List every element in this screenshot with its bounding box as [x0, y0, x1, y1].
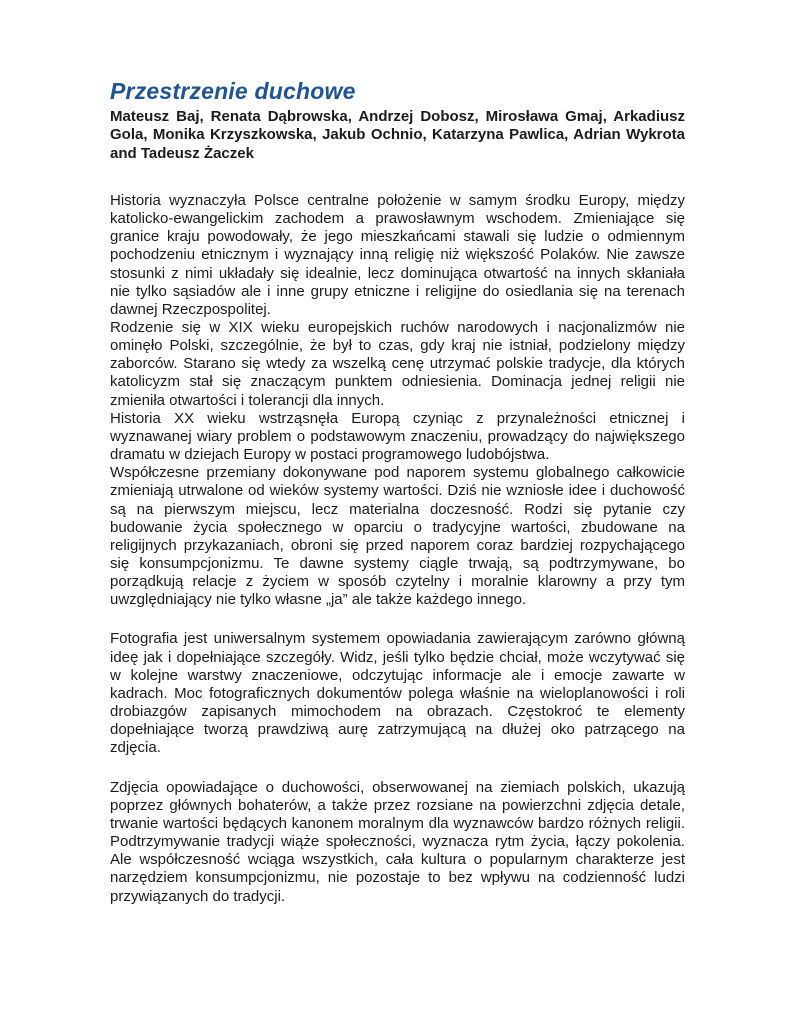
- page-title: Przestrzenie duchowe: [110, 78, 356, 104]
- paragraph-3: Historia XX wieku wstrząsnęła Europą czyniąc z przynależności etnicznej i wyznawanej wiary problem o podstawowym znaczeniu, prowadzący do największego dramatu w dziejach Europy w postaci programowego ludobójstwa.: [110, 409, 685, 464]
- paragraph-6: Zdjęcia opowiadające o duchowości, obserwowanej na ziemiach polskich, ukazują poprzez głównych bohaterów, a także przez rozsiane na powierzchni zdjęcia detale, trwanie wartości będących kanonem moralnym dla wyznawców bardzo różnych religii. Podtrzymywanie tradycji wiąże społeczności, wyznacza rytm życia, łączy pokolenia. Ale współczesność wciąga wszystkich, cała kultura o popularnym charakterze jest narzędziem konsumpcjonizmu, nie pozostaje to bez wpływu na codzienność ludzi przywiązanych do tradycji.: [110, 778, 685, 905]
- paragraph-4: Współczesne przemiany dokonywane pod naporem systemu globalnego całkowicie zmieniają utrwalone od wieków systemy wartości. Dziś nie wzniosłe idee i duchowość są na pierwszym miejscu, lecz materialna doczesność. Rodzi się pytanie czy budowanie życia społecznego w oparciu o tradycyjne wartości, zbudowane na religijnych przykazaniach, obroni się przed naporem coraz bardziej rozpychającego się konsumpcjonizmu. Te dawne systemy ciągle trwają, są podtrzymywane, bo porządkują relacje z życiem w sposób czytelny i moralnie klarowny a przy tym uwzględniający nie tylko własne „ja” ale także każdego innego.: [110, 464, 685, 609]
- document-body: [110, 192, 685, 906]
- paragraph-2: Rodzenie się w XIX wieku europejskich ruchów narodowych i nacjonalizmów nie ominęło Polski, szczególnie, że był to czas, gdy kraj nie istniał, podzielony między zaborców. Starano się wtedy za wszelką cenę utrzymać polskie tradycje, dla których katolicyzm stał się znaczącym punktem odniesienia. Dominacja jednej religii nie zmieniła otwartości i tolerancji dla innych.: [110, 318, 685, 409]
- authors-line: Mateusz Baj, Renata Dąbrowska, Andrzej Dobosz, Mirosława Gmaj, Arkadiusz Gola, Monika Krzyszkowska, Jakub Ochnio, Katarzyna Pawlica, Adrian Wykrota and Tadeusz Żaczek: [110, 108, 685, 162]
- paragraph-5: Fotografia jest uniwersalnym systemem opowiadania zawierającym zarówno główną ideę jak i dopełniające szczegóły. Widz, jeśli tylko będzie chciał, może wczytywać się w kolejne warstwy znaczeniowe, odczytując informacje ale i emocje zawarte w kadrach. Moc fotograficznych dokumentów polega właśnie na wieloplanowości i roli drobiazgów zapisanych mimochodem na obrazach. Częstokroć te elementy dopełniające tworzą prawdziwą aurę zatrzymującą na dłużej oko patrzącego na zdjęcia.: [110, 630, 685, 757]
- paragraph-1: Historia wyznaczyła Polsce centralne położenie w samym środku Europy, między katolicko-ewangelickim zachodem a prawosławnym wschodem. Zmieniające się granice kraju powodowały, że jego mieszkańcami stawali się ludzie o odmiennym pochodzeniu etnicznym i wyznający inną religię niż większość Polaków. Nie zawsze stosunki z nimi układały się idealnie, lecz dominująca otwartość na innych skłaniała nie tylko sąsiadów ale i inne grupy etniczne i religijne do osiedlania się na terenach dawnej Rzeczpospolitej.: [110, 191, 685, 318]
